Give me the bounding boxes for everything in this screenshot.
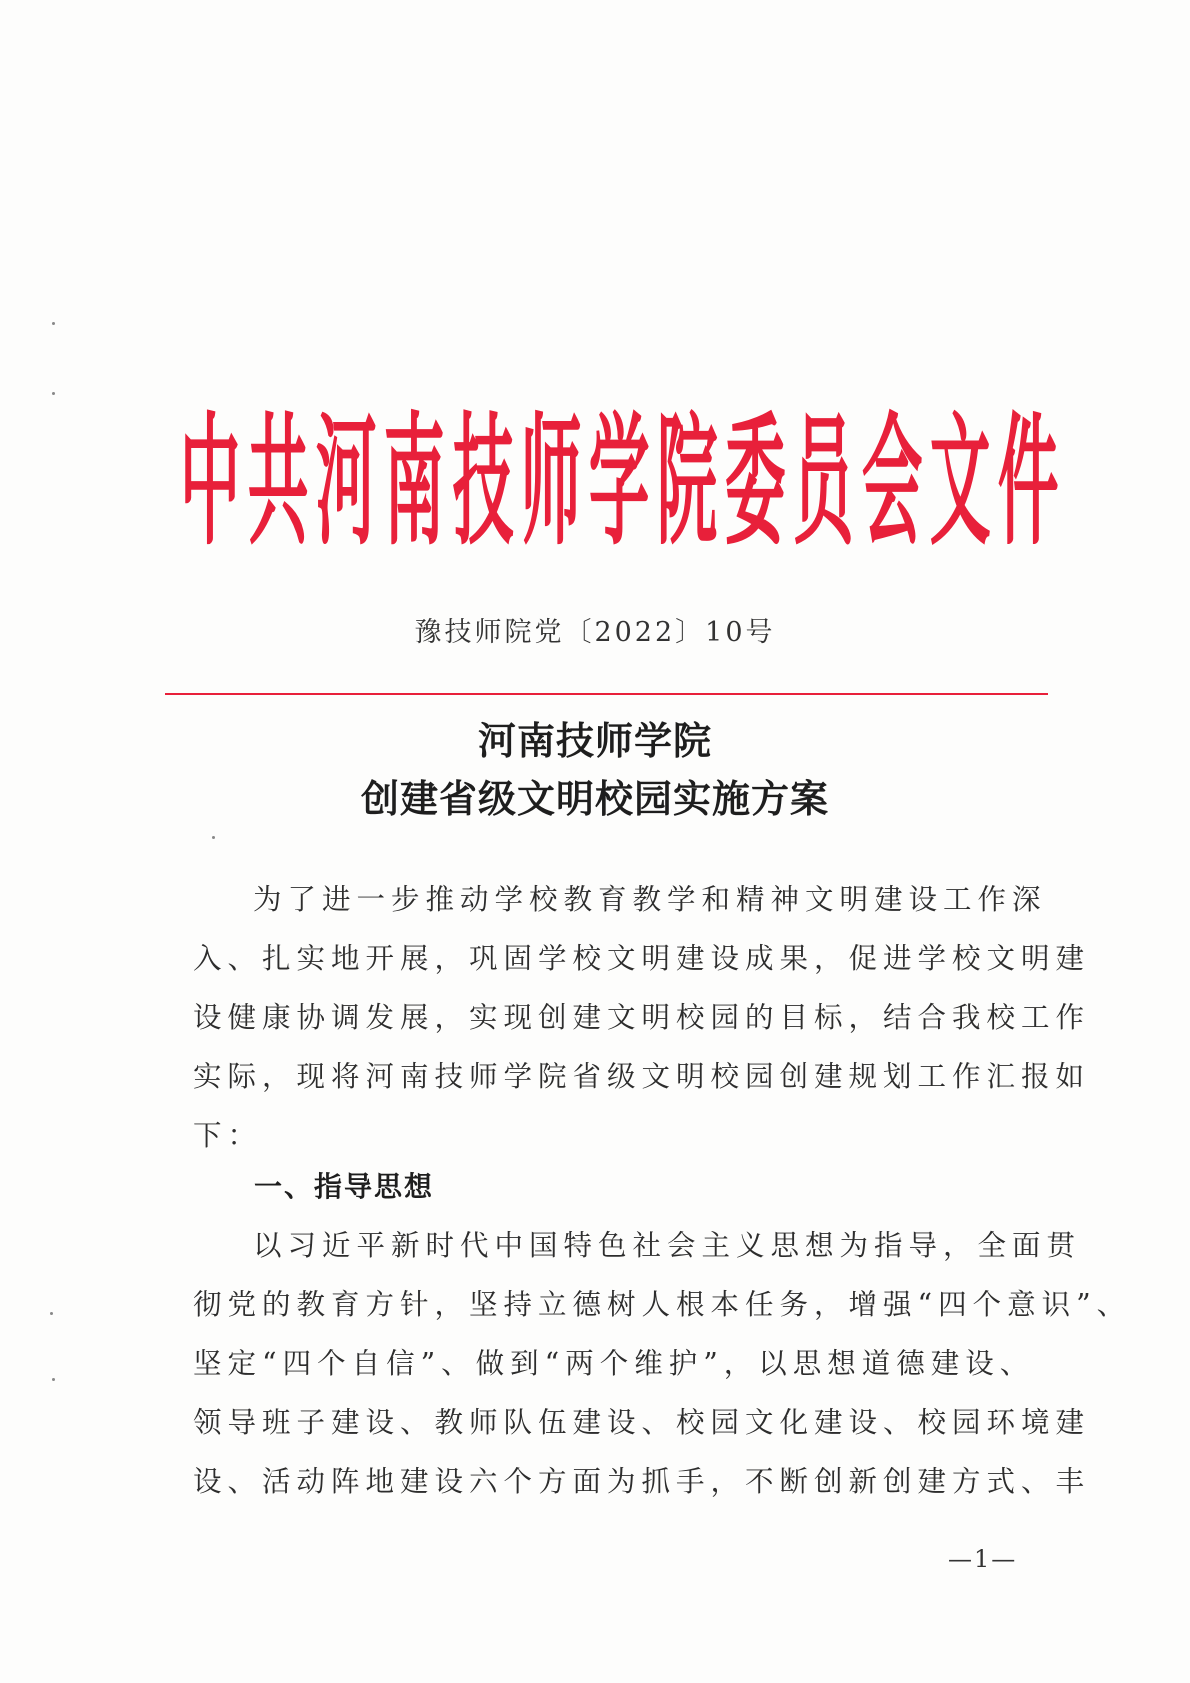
paragraph-line: 设健康协调发展，实现创建文明校园的目标，结合我校工作 — [193, 1001, 1091, 1034]
masthead-char: 文 — [929, 398, 991, 566]
paragraph-line: 下： — [193, 1119, 263, 1152]
masthead-char: 会 — [861, 398, 923, 566]
page-number: —1— — [948, 1545, 1018, 1573]
scan-speck — [52, 1378, 55, 1381]
paragraph-line: 实际，现将河南技师学院省级文明校园创建规划工作汇报如 — [193, 1060, 1091, 1093]
masthead-char: 共 — [247, 398, 309, 566]
paragraph-line: 以习近平新时代中国特色社会主义思想为指导，全面贯 — [253, 1229, 1082, 1262]
masthead-char: 河 — [316, 398, 377, 566]
scan-speck — [52, 322, 55, 325]
masthead-char: 院 — [656, 398, 718, 566]
masthead-char: 员 — [793, 398, 854, 566]
intro-paragraph — [193, 870, 1091, 1165]
masthead-char: 师 — [520, 398, 582, 566]
paragraph-line: 入、扎实地开展，巩固学校文明建设成果，促进学校文明建 — [193, 942, 1091, 975]
paragraph-line: 设、活动阵地建设六个方面为抓手，不断创新创建方式、丰 — [193, 1465, 1091, 1498]
section-paragraph — [193, 1216, 1132, 1511]
red-divider-line — [165, 693, 1048, 695]
section-heading: 一、指导思想 — [254, 1170, 435, 1203]
scan-speck — [50, 1312, 53, 1315]
masthead-char: 件 — [997, 398, 1059, 566]
red-masthead — [168, 398, 1059, 566]
paragraph-line: 坚定“四个自信”、做到“两个维护”，以思想道德建设、 — [193, 1347, 1035, 1380]
masthead-char: 技 — [452, 398, 514, 566]
paragraph-line: 领导班子建设、教师队伍建设、校园文化建设、校园环境建 — [193, 1406, 1091, 1439]
document-title-line-2: 创建省级文明校园实施方案 — [360, 776, 829, 821]
masthead-char: 委 — [725, 398, 786, 566]
masthead-char: 南 — [384, 398, 446, 566]
document-title-line-1: 河南技师学院 — [477, 718, 712, 763]
masthead-char: 中 — [179, 398, 241, 566]
scan-speck — [212, 836, 215, 839]
paragraph-line: 彻党的教育方针，坚持立德树人根本任务，增强“四个意识”、 — [193, 1288, 1132, 1321]
paragraph-line: 为了进一步推动学校教育教学和精神文明建设工作深 — [253, 883, 1047, 916]
document-number: 豫技师院党〔2022〕10号 — [414, 617, 776, 648]
scan-speck — [52, 392, 55, 395]
masthead-char: 学 — [588, 398, 650, 566]
